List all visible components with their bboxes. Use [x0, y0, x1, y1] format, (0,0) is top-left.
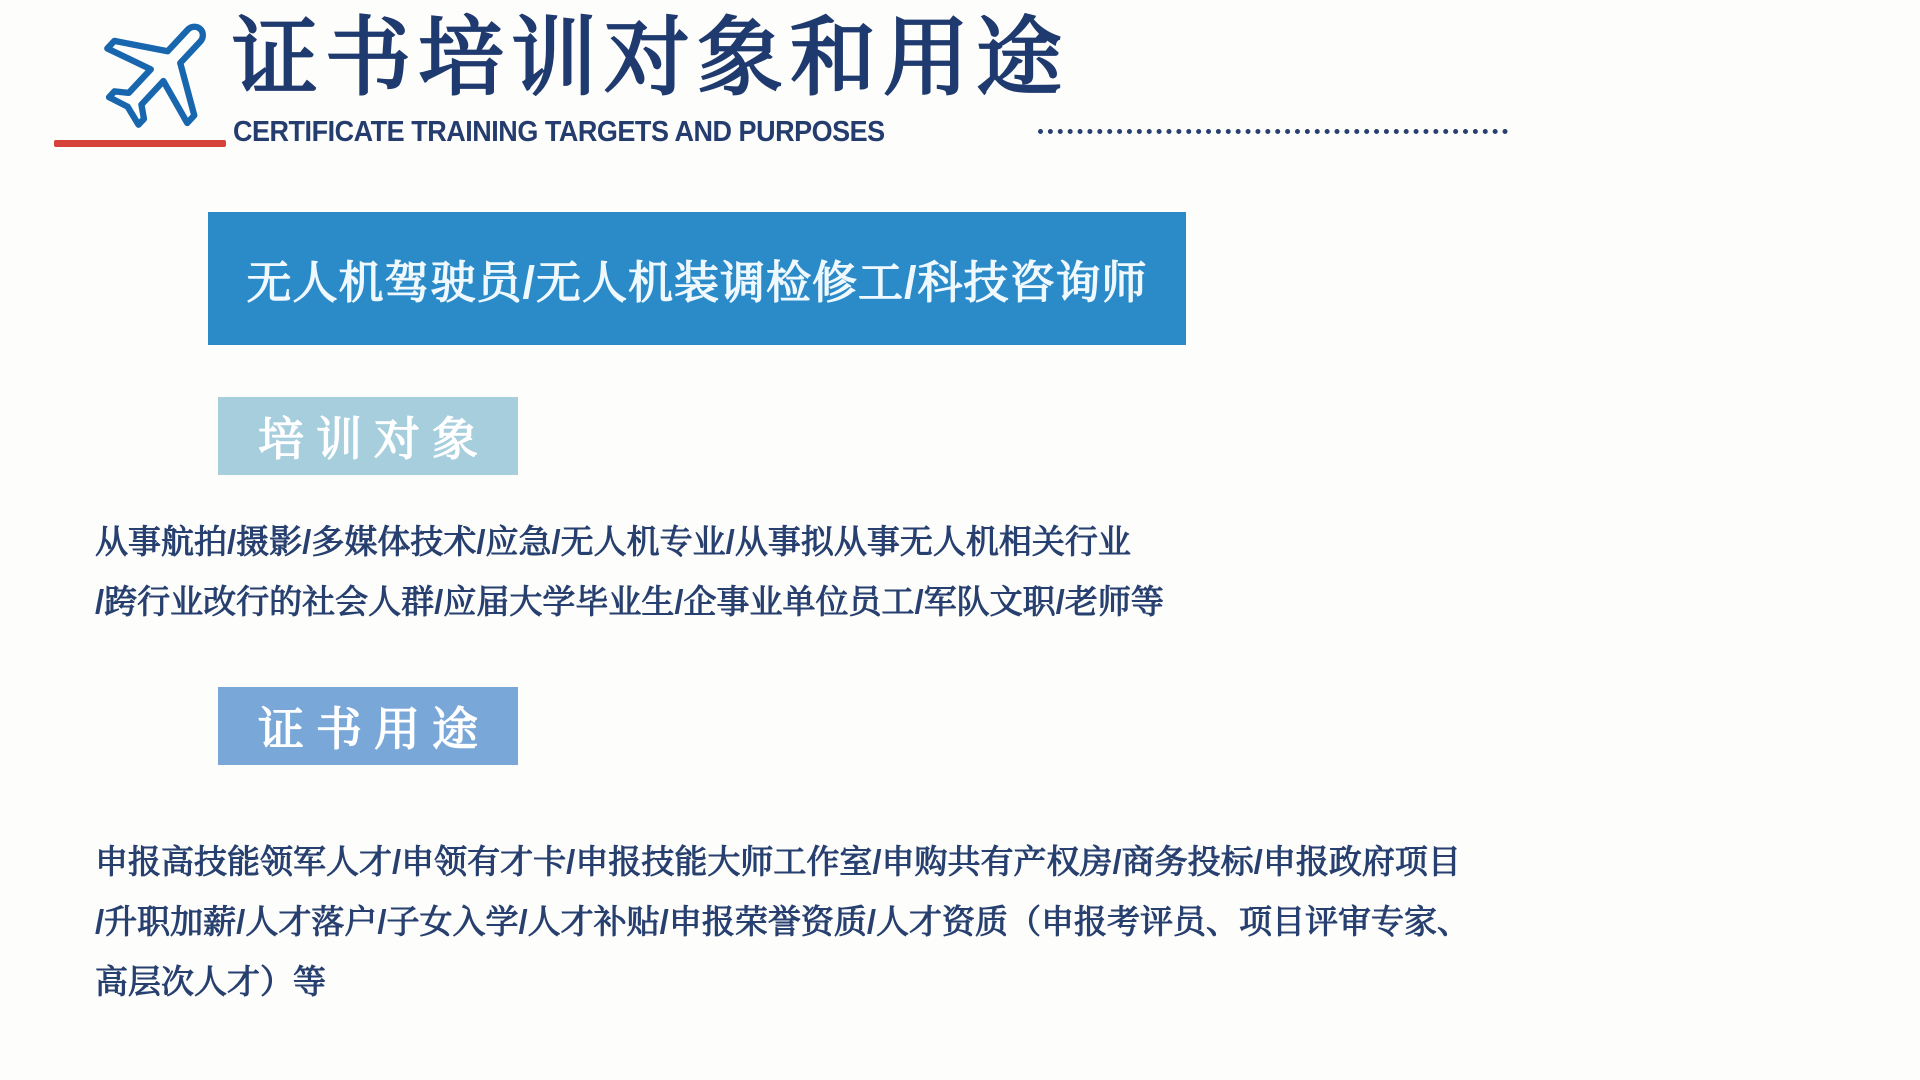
text-line: /跨行业改行的社会人群/应届大学毕业生/企事业单位员工/军队文职/老师等: [95, 583, 1164, 620]
text-line: 高层次人才）等: [95, 963, 326, 1000]
page-subtitle: CERTIFICATE TRAINING TARGETS AND PURPOSES: [233, 116, 885, 148]
section-label-text: 证书用途: [258, 703, 490, 755]
dotted-divider: [1038, 129, 1508, 134]
training-targets-text: [95, 512, 1855, 632]
airplane-icon: [92, 2, 230, 140]
section-label-text: 培训对象: [258, 413, 490, 465]
section-label-training-targets: [218, 397, 518, 475]
job-titles-banner-text: 无人机驾驶员/无人机装调检修工/科技咨询师: [246, 257, 1148, 308]
red-underline: [54, 140, 226, 147]
certificate-uses-text: [95, 832, 1855, 1012]
section-label-certificate-uses: [218, 687, 518, 765]
page-title: 证书培训对象和用途: [232, 10, 1069, 106]
job-titles-banner: [208, 212, 1186, 345]
text-line: 从事航拍/摄影/多媒体技术/应急/无人机专业/从事拟从事无人机相关行业: [95, 523, 1131, 560]
text-line: /升职加薪/人才落户/子女入学/人才补贴/申报荣誉资质/人才资质（申报考评员、项目评审专家、: [95, 903, 1471, 940]
text-line: 申报高技能领军人才/申领有才卡/申报技能大师工作室/申购共有产权房/商务投标/申报政府项目: [95, 843, 1461, 880]
